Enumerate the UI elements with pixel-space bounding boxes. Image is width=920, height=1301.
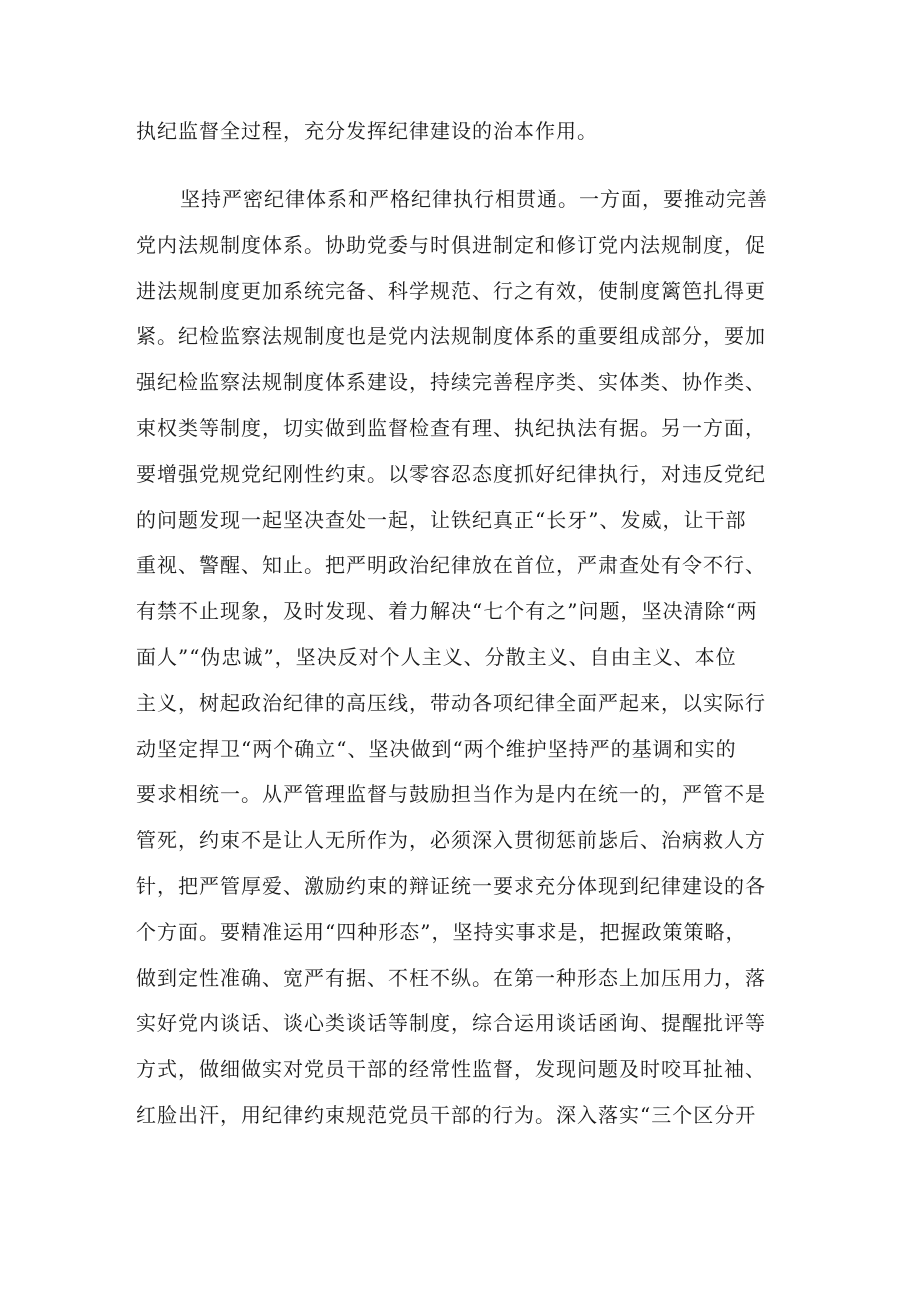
paragraph-line: 束权类等制度，切实做到监督检查有理、执纪执法有据。另一方面， <box>136 415 766 440</box>
paragraph-line: 党内法规制度体系。协助党委与时俱进制定和修订党内法规制度，促 <box>136 232 766 257</box>
paragraph-line: 紧。纪检监察法规制度也是党内法规制度体系的重要组成部分，要加 <box>136 324 766 349</box>
paragraph-first-line: 坚持严密纪律体系和严格纪律执行相贯通。一方面，要推动完善 <box>180 187 768 211</box>
paragraph-line: 管死，约束不是让人无所作为，必须深入贯彻惩前毖后、治病救人方 <box>136 828 766 853</box>
paragraph-line: 方式，做细做实对党员干部的经常性监督，发现问题及时咬耳扯袖、 <box>136 1057 766 1082</box>
paragraph-line: 动坚定捍卫“两个确立“、坚决做到“两个维护坚持严的基调和实的 <box>136 736 737 761</box>
paragraph-line: 有禁不止现象，及时发现、着力解决“七个有之”问题，坚决清除“两 <box>136 599 758 624</box>
paragraph-line: 重视、警醒、知止。把严明政治纪律放在首位，严肃查处有令不行、 <box>136 553 766 578</box>
paragraph-line: 个方面。要精准运用“四种形态”，坚持实事求是，把握政策策略， <box>136 919 747 944</box>
paragraph-line: 强纪检监察法规制度体系建设，持续完善程序类、实体类、协作类、 <box>136 370 766 395</box>
paragraph-line: 要增强党规党纪刚性约束。以零容忍态度抓好纪律执行，对违反党纪 <box>136 461 766 486</box>
paragraph-line: 的问题发现一起坚决查处一起，让铁纪真正“长牙”、发威，让干部 <box>136 507 747 532</box>
paragraph-line: 红脸出汗，用纪律约束规范党员干部的行为。深入落实“三个区分开 <box>136 1102 757 1127</box>
paragraph-line: 要求相统一。从严管理监督与鼓励担当作为是内在统一的，严管不是 <box>136 782 766 807</box>
paragraph-line: 面人”“伪忠诚”，坚决反对个人主义、分散主义、自由主义、本位 <box>136 644 737 669</box>
paragraph-line: 主义，树起政治纪律的高压线，带动各项纪律全面严起来，以实际行 <box>136 690 766 715</box>
paragraph-2 <box>136 177 796 1139</box>
paragraph-1 <box>136 109 796 155</box>
paragraph-line: 实好党内谈话、谈心类谈话等制度，综合运用谈话函询、提醒批评等 <box>136 1011 766 1036</box>
paragraph-line: 针，把严管厚爱、激励约束的辩证统一要求充分体现到纪律建设的各 <box>136 873 766 898</box>
paragraph-line: 做到定性准确、宽严有据、不枉不纵。在第一种形态上加压用力，落 <box>136 965 766 990</box>
paragraph-line: 进法规制度更加系统完备、科学规范、行之有效，使制度篱笆扎得更 <box>136 278 766 303</box>
paragraph-line: 执纪监督全过程，充分发挥纪律建设的治本作用。 <box>136 119 598 143</box>
